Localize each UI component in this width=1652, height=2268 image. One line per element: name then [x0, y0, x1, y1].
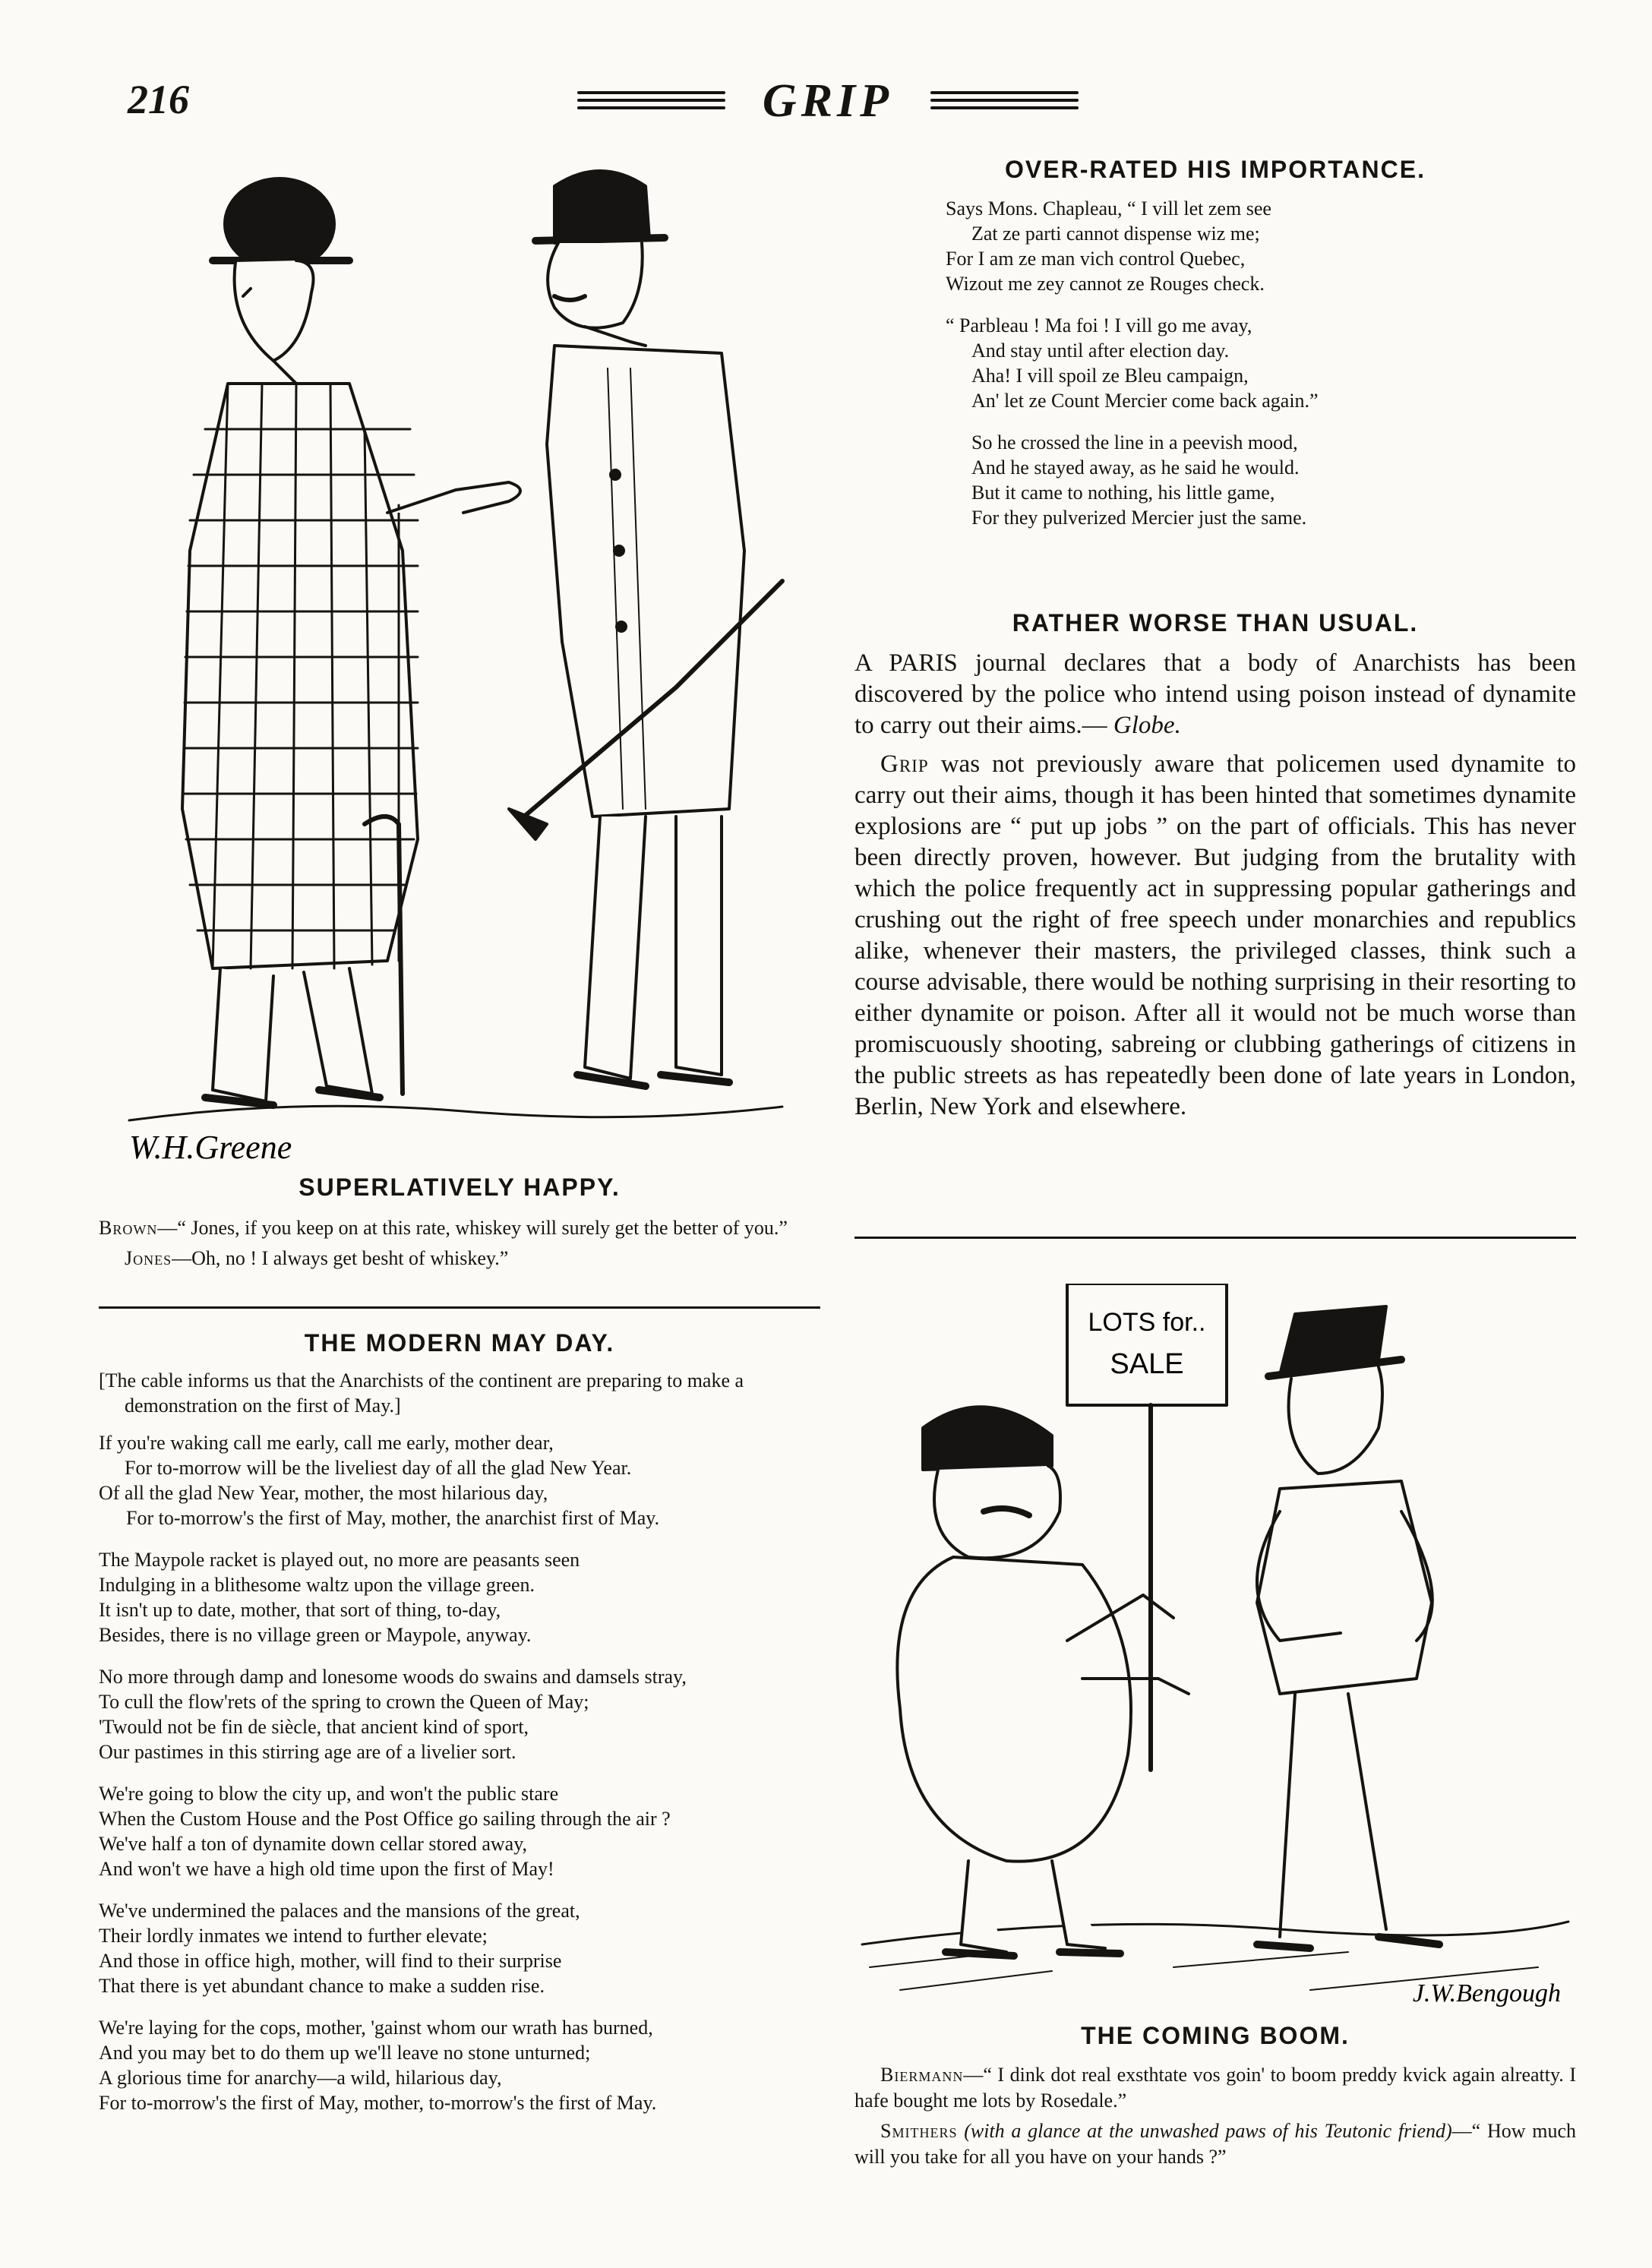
- dialogue-brown: Brown—“ Jones, if you keep on at this rate, whiskey will surely get the better of you.”: [99, 1217, 788, 1239]
- stanza-5: We've undermined the palaces and the mansions of the great, Their lordly inmates we intend to further elevate; And those in office high, mother, will find to their surprise That there is yet abundant chance to make a sudden rise.: [99, 1900, 580, 1997]
- poem-intro: [The cable informs us that the Anarchists of the continent are preparing to make a demonstration on the first of May.]: [99, 1369, 744, 1417]
- speaker-brown: Brown: [99, 1217, 158, 1239]
- speaker-jones: Jones: [125, 1247, 172, 1269]
- poem-over-rated-importance: [854, 156, 1576, 547]
- importance-stanza-1: Says Mons. Chapleau, “ I vill let zem see Zat ze parti cannot dispense wiz me; For I am ze man vich control Quebec, Wizout me zey cannot ze Rouges check.: [946, 197, 1271, 295]
- caption-title-coming-boom: THE COMING BOOM.: [1081, 2022, 1350, 2049]
- article-paragraph-1: A PARIS journal declares that a body of Anarchists has been discovered by the police who intend using poison instead of dynamite to carry out their aims.— Globe.: [854, 649, 1576, 739]
- article-paragraph-2: Grip was not previously aware that policemen used dynamite to carry out their aims, though it has been hinted that sometimes dynamite explosions are “ put up jobs ” on the part of officials. This has never been directly proven, however. But judging from the brutality with which the police frequently act in suppressing popular gatherings and crushing out the right of free speech under monarchies and republics alike, whenever their masters, the privileged classes, think such a course advisable, there would be nothing surprising in their resorting to either dynamite or poison. After all it would not be much worse than promiscuously shooting, sabreing or clubbing gatherings of citizens in the public streets as has repeatedly been done of late years in London, Berlin, New York and elsewhere.: [854, 750, 1576, 1120]
- dialogue-smithers: Smithers (with a glance at the unwashed paws of his Teutonic friend)—“ How much will you take for all you have on your hands ?”: [854, 2120, 1576, 2168]
- divider-right: [854, 1237, 1576, 1239]
- caption-superlatively-happy: [99, 1173, 820, 1276]
- divider-left: [99, 1306, 820, 1309]
- page-number: 216: [128, 77, 189, 122]
- stanza-3: No more through damp and lonesome woods do swains and damsels stray, To cull the flow'rets of the spring to crown the Queen of May; 'Twould not be fin de siècle, that ancient kind of sport, Our pastimes in this stirring age are of a livelier sort.: [99, 1666, 687, 1763]
- dialogue-jones: Jones—Oh, no ! I always get besht of whiskey.”: [125, 1247, 509, 1269]
- caption-title-superlatively-happy: SUPERLATIVELY HAPPY.: [298, 1173, 621, 1201]
- poem-modern-may-day: [99, 1329, 820, 2132]
- masthead-rule-right: [930, 87, 1079, 114]
- poem-title-importance: OVER-RATED HIS IMPORTANCE.: [1005, 156, 1426, 183]
- masthead-title: GRIP: [762, 75, 894, 127]
- stanza-6: We're laying for the cops, mother, 'gainst whom our wrath has burned, And you may bet to do them up we'll leave no stone unturned; A glorious time for anarchy—a wild, hilarious day, For to-morrow's the first of May, mother, to-morrow's the first of May.: [99, 2017, 657, 2114]
- stanza-4: We're going to blow the city up, and won't the public stare When the Custom House and the Post Office go sailing through the air ? We've half a ton of dynamite down cellar stored away, And won't we have a high old time upon the first of May!: [99, 1783, 671, 1880]
- importance-stanza-3: So he crossed the line in a peevish mood, And he stayed away, as he said he would. But it came to nothing, his little game, For they pulverized Mercier just the same.: [971, 431, 1307, 529]
- masthead: [577, 70, 1079, 131]
- cartoon-superlatively-happy: [99, 156, 820, 1166]
- article-source: Globe.: [1113, 712, 1181, 739]
- article-lead-grip: Grip: [880, 750, 929, 778]
- signature-bengough: J.W.Bengough: [1412, 1979, 1561, 2007]
- article-title-rather-worse: RATHER WORSE THAN USUAL.: [1012, 609, 1419, 636]
- importance-stanza-2: “ Parbleau ! Ma foi ! I vill go me avay, And stay until after election day. Aha! I vill spoil ze Bleu campaign, An' let ze Count Mercier come back again.”: [946, 314, 1319, 412]
- stanza-2: The Maypole racket is played out, no more are peasants seen Indulging in a blithesome waltz upon the village green. It isn't up to date, mother, that sort of thing, to-day, Besides, there is no village green or Maypole, anyway.: [99, 1549, 580, 1646]
- stanza-1: If you're waking call me early, call me early, mother dear, For to-morrow will be the liveliest day of all the glad New Year. Of all the glad New Year, mother, the most hilarious day, For to-morrow's the first of May, mother, the anarchist first of May.: [99, 1432, 660, 1529]
- signature-greene: W.H.Greene: [129, 1129, 292, 1166]
- poem-title-may-day: THE MODERN MAY DAY.: [304, 1329, 615, 1357]
- caption-coming-boom: [854, 2022, 1576, 2175]
- stage-direction: (with a glance at the unwashed paws of his Teutonic friend): [964, 2120, 1452, 2142]
- sign-text-sale: SALE: [1110, 1348, 1184, 1380]
- speaker-smithers: Smithers: [880, 2120, 958, 2142]
- dialogue-biermann: Biermann—“ I dink dot real exsthtate vos goin' to boom preddy kvick again alreatty. I hafe bought me lots by Rosedale.”: [854, 2064, 1576, 2112]
- article-rather-worse: [854, 609, 1576, 1130]
- sign-text-lots: LOTS for..: [1088, 1308, 1206, 1337]
- cartoon-lots-for-sale-illustration: [854, 1284, 1576, 2013]
- speaker-biermann: Biermann: [880, 2064, 964, 2086]
- cartoon-coming-boom: [854, 1284, 1576, 2013]
- cartoon-two-men-illustration: [99, 156, 820, 1166]
